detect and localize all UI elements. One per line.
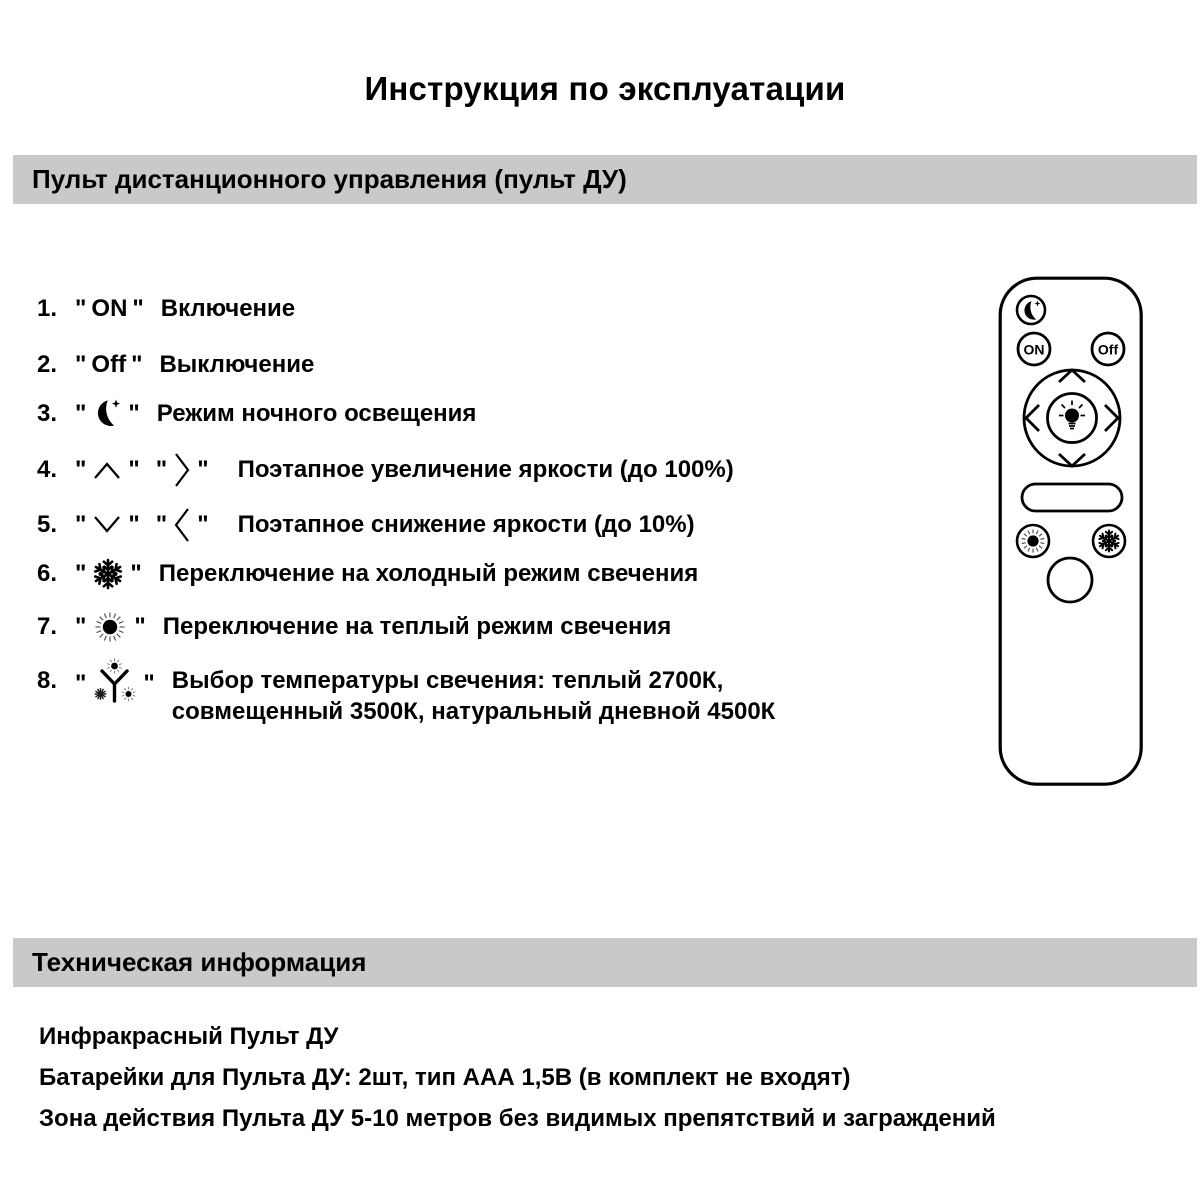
instruction-item (37, 607, 671, 647)
temperature-select-icon (91, 658, 138, 705)
tech-info-line: Инфракрасный Пульт ДУ (39, 1023, 339, 1050)
quote-mark: " (75, 560, 87, 587)
quoted-token (70, 511, 145, 539)
tech-info-line: Батарейки для Пульта ДУ: 2шт, тип ААА 1,5В (в комплект не входят) (39, 1064, 851, 1091)
instruction-item (37, 450, 734, 490)
item-number: 7. (37, 613, 58, 640)
quote-mark: " (131, 351, 143, 378)
quote-mark: " (197, 511, 209, 538)
technical-info (39, 1022, 996, 1145)
item-description: Поэтапное увеличение яркости (до 100%) (237, 456, 734, 483)
tech-info-line: Зона действия Пульта ДУ 5-10 метров без видимых препятствий и заграждений (39, 1105, 996, 1132)
quoted-token (151, 451, 214, 489)
sun-icon (91, 608, 129, 646)
instruction-item (37, 394, 476, 434)
quote-mark: " (75, 351, 87, 378)
item-description: Выбор температуры свечения: теплый 2700К, совмещенный 3500К, натуральный дневной 4500К (171, 667, 776, 725)
quote-mark: " (75, 295, 87, 322)
quote-mark: " (134, 613, 146, 640)
item-number: 6. (37, 560, 58, 587)
item-description: Включение (160, 295, 296, 322)
item-number: 2. (37, 351, 58, 378)
quoted-token (70, 295, 149, 323)
quoted-token (70, 398, 145, 430)
svg-text:ON: ON (1023, 341, 1045, 358)
quote-mark: " (130, 560, 142, 587)
button-label: ON (91, 295, 128, 322)
instruction-item (37, 345, 314, 385)
instruction-item (37, 663, 892, 727)
remote-control-illustration (998, 276, 1145, 788)
quoted-token (70, 351, 147, 379)
button-label: Off (91, 351, 127, 378)
quote-mark: " (155, 456, 168, 483)
section-heading-remote-label: Пульт дистанционного управления (пульт ДУ) (32, 164, 627, 194)
item-number: 4. (37, 456, 58, 483)
chevron-right-icon (172, 451, 192, 489)
quote-mark: " (128, 400, 140, 427)
instruction-item (37, 289, 295, 329)
quoted-token (70, 608, 151, 646)
chevron-left-icon (172, 506, 192, 544)
moon-icon (91, 398, 123, 430)
item-number: 3. (37, 400, 58, 427)
quoted-token (151, 506, 214, 544)
quoted-token (70, 663, 160, 705)
quote-mark: " (128, 456, 140, 483)
quote-mark: " (75, 511, 87, 538)
quote-mark: " (75, 456, 87, 483)
item-number: 8. (37, 667, 58, 694)
item-description: Режим ночного освещения (156, 400, 477, 427)
item-number: 1. (37, 295, 58, 322)
quoted-token (70, 456, 145, 484)
item-description: Переключение на холодный режим свечения (158, 560, 699, 587)
item-description: Выключение (159, 351, 315, 378)
quote-mark: " (128, 511, 140, 538)
item-description: Переключение на теплый режим свечения (162, 613, 672, 640)
quote-mark: " (143, 670, 155, 697)
page-title: Инструкция по эксплуатации (364, 70, 846, 107)
section-heading-remote (13, 155, 1197, 204)
quote-mark: " (75, 400, 87, 427)
quote-mark: " (155, 511, 168, 538)
item-description: Поэтапное снижение яркости (до 10%) (237, 511, 695, 538)
quote-mark: " (75, 670, 87, 697)
instruction-item (37, 554, 698, 594)
quote-mark: " (75, 613, 87, 640)
section-heading-tech (13, 938, 1197, 987)
snowflake-icon (91, 557, 125, 591)
item-number: 5. (37, 511, 58, 538)
quote-mark: " (132, 295, 144, 322)
svg-text:Off: Off (1097, 341, 1119, 358)
chevron-down-icon (91, 514, 123, 536)
chevron-up-icon (91, 459, 123, 481)
section-heading-tech-label: Техническая информация (32, 947, 367, 977)
quoted-token (70, 557, 147, 591)
instruction-item (37, 505, 695, 545)
quote-mark: " (197, 456, 209, 483)
